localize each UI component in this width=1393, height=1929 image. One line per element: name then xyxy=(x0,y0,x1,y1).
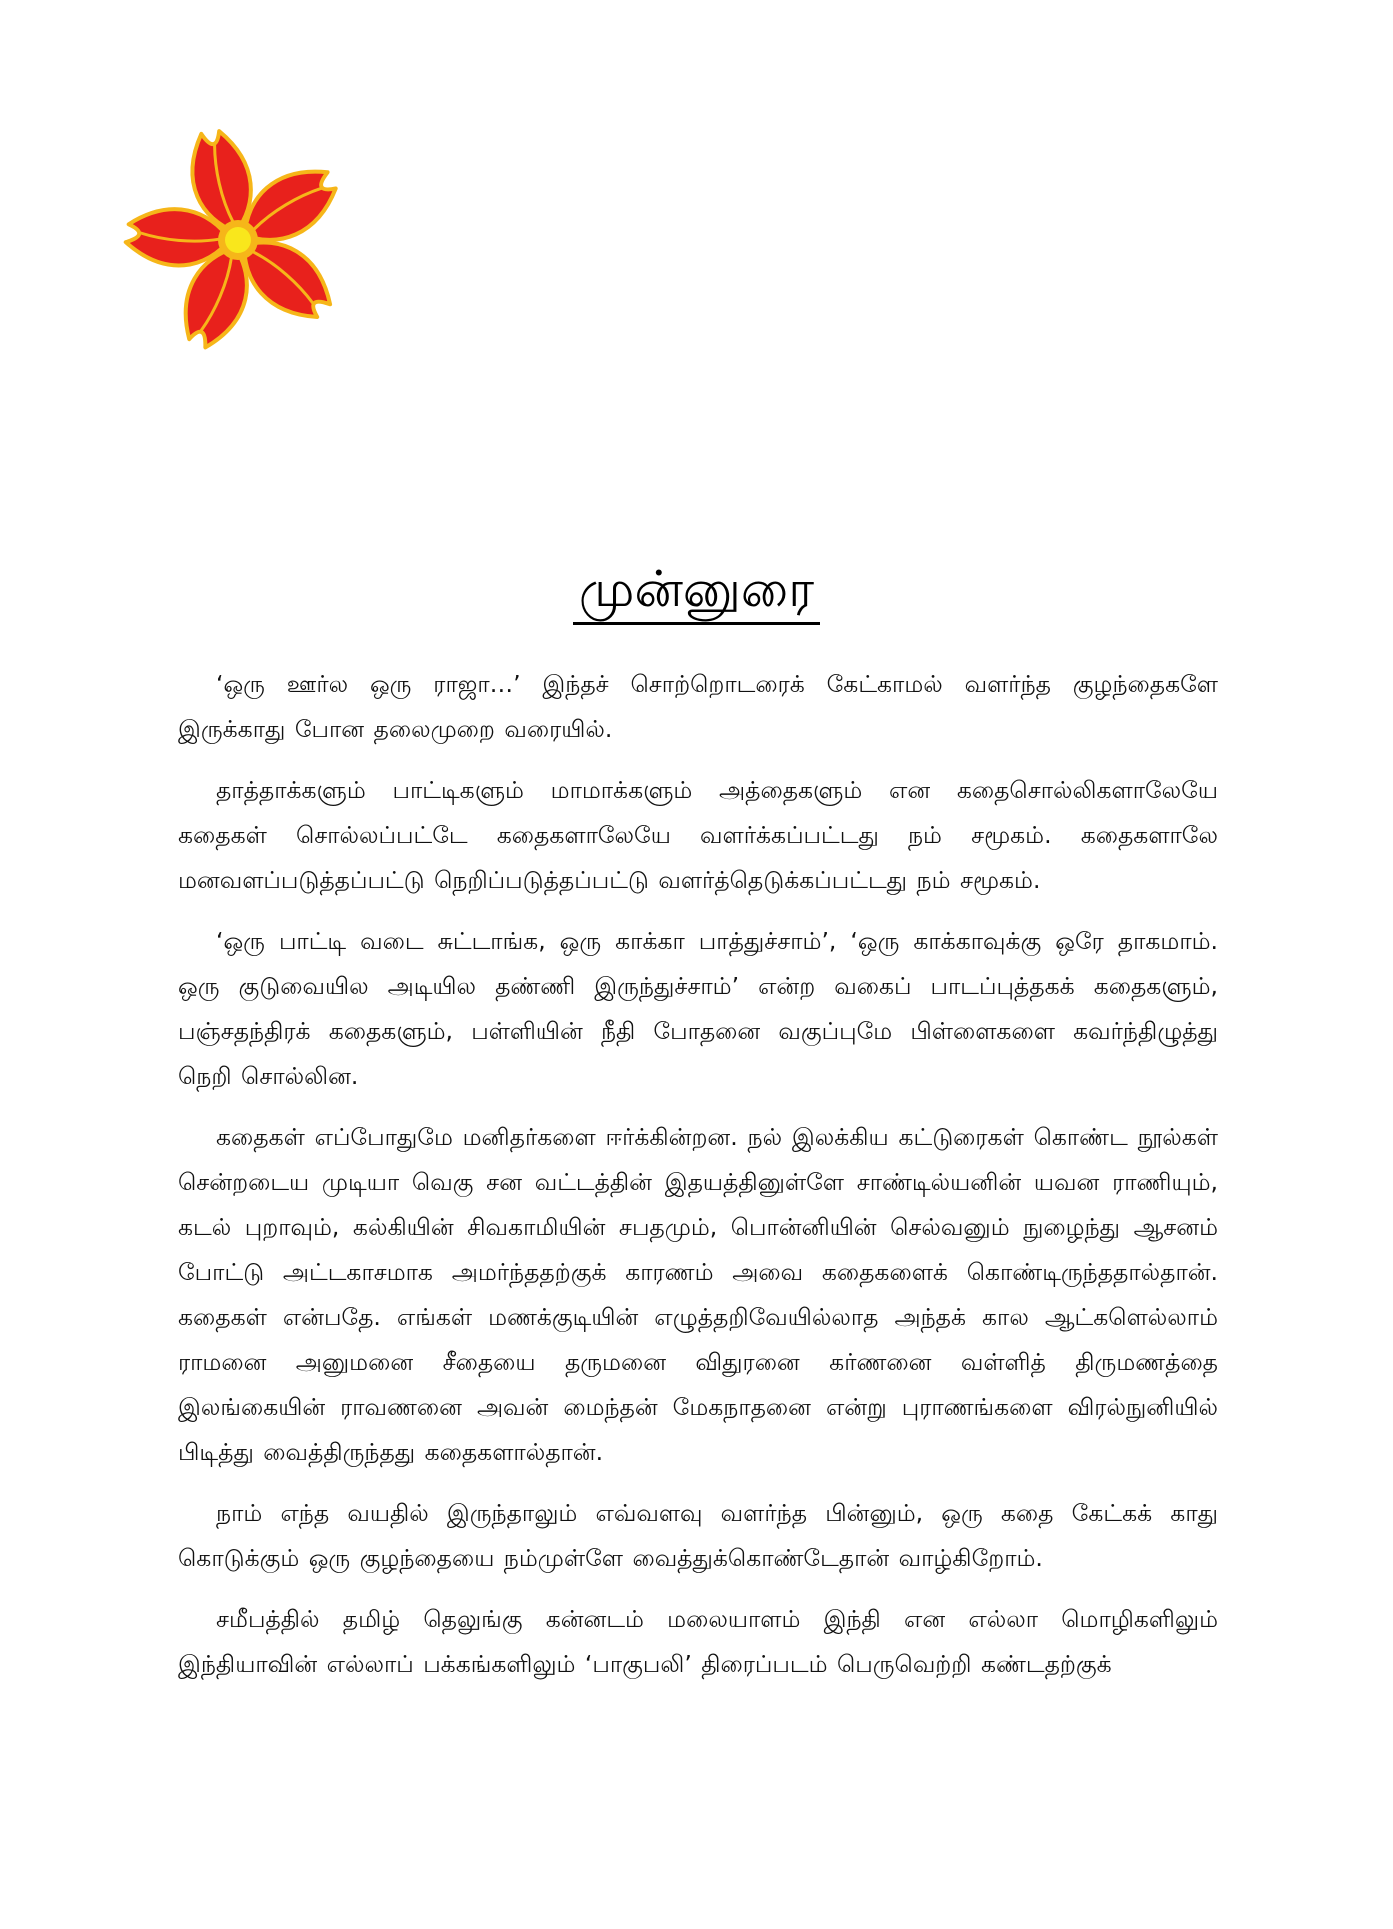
page-title xyxy=(0,556,1393,621)
paragraph: நாம் எந்த வயதில் இருந்தாலும் எவ்வளவு வளர்ந்த பின்னும், ஒரு கதை கேட்கக் காது கொடுக்கும் ஒரு குழந்தையை நம்முள்ளே வைத்துக்கொண்டேதான் வாழ்கிறோம். xyxy=(178,1499,1218,1572)
title-text: முன்னுரை xyxy=(573,560,820,625)
paragraph: ‘ஒரு பாட்டி வடை சுட்டாங்க, ஒரு காக்கா பாத்துச்சாம்’, ‘ஒரு காக்காவுக்கு ஒரே தாகமாம். ஒரு குடுவையில அடியில தண்ணி இருந்துச்சாம்’ என்ற வகைப் பாடப்புத்தகக் கதைகளும், பஞ்சதந்திரக் கதைகளும், பள்ளியின் நீதி போதனை வகுப்புமே பிள்ளைகளை கவர்ந்திழுத்து நெறி சொல்லின. xyxy=(178,927,1218,1090)
paragraph: கதைகள் எப்போதுமே மனிதர்களை ஈர்க்கின்றன. நல் இலக்கிய கட்டுரைகள் கொண்ட நூல்கள் சென்றடைய முடியா வெகு சன வட்டத்தின் இதயத்தினுள்ளே சாண்டில்யனின் யவன ராணியும், கடல் புறாவும், கல்கியின் சிவகாமியின் சபதமும், பொன்னியின் செல்வனும் நுழைந்து ஆசனம் போட்டு அட்டகாசமாக அமர்ந்ததற்குக் காரணம் அவை கதைகளைக் கொண்டிருந்ததால்தான். கதைகள் என்பதே. எங்கள் மணக்குடியின் எழுத்தறிவேயில்லாத அந்தக் கால ஆட்களெல்லாம் ராமனை அனுமனை சீதையை தருமனை விதுரனை கர்ணனை வள்ளித் திருமணத்தை இலங்கையின் ராவணனை அவன் மைந்தன் மேகநாதனை என்று புராணங்களை விரல்நுனியில் பிடித்து வைத்திருந்தது கதைகளால்தான். xyxy=(178,1123,1218,1466)
document-body xyxy=(178,662,1218,1703)
paragraph: ‘ஒரு ஊர்ல ஒரு ராஜா…’ இந்தச் சொற்றொடரைக் கேட்காமல் வளர்ந்த குழந்தைகளே இருக்காது போன தலைமுறை வரையில். xyxy=(178,670,1218,743)
flower-center xyxy=(225,227,251,253)
paragraph: சமீபத்தில் தமிழ் தெலுங்கு கன்னடம் மலையாளம் இந்தி என எல்லா மொழிகளிலும் இந்தியாவின் எல்லாப் பக்கங்களிலும் ‘பாகுபலி’ திரைப்படம் பெருவெற்றி கண்டதற்குக் xyxy=(178,1605,1218,1678)
flower-icon xyxy=(118,118,358,358)
paragraph: தாத்தாக்களும் பாட்டிகளும் மாமாக்களும் அத்தைகளும் என கதைசொல்லிகளாலேயே கதைகள் சொல்லப்பட்டே கதைகளாலேயே வளர்க்கப்பட்டது நம் சமூகம். கதைகளாலே மனவளப்படுத்தப்பட்டு நெறிப்படுத்தப்பட்டு வளர்த்தெடுக்கப்பட்டது நம் சமூகம். xyxy=(178,776,1218,894)
